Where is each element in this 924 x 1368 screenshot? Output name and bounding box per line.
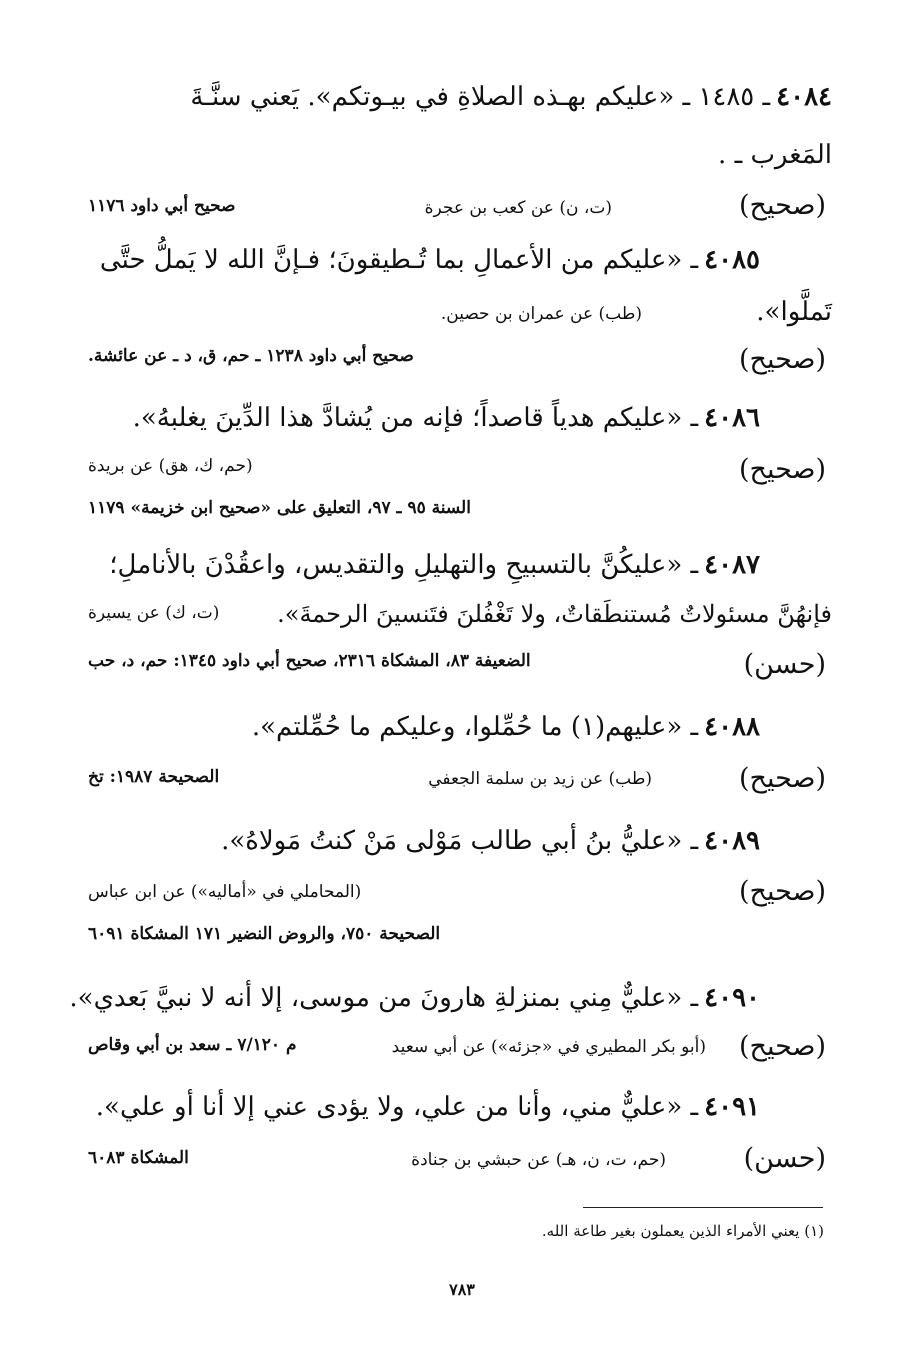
hadith-text: ـ «عليهم(١) ما حُمِّلوا، وعليكم ما حُمِّلتم». <box>251 712 699 742</box>
hadith-line <box>0 826 924 856</box>
source-citation: (طب) عن عمران بن حصين. <box>440 304 642 324</box>
reference: الصحيحة ١٩٨٧: تخ <box>88 767 220 787</box>
hadith-text: ـ «عليكُنَّ بالتسبيحِ والتهليلِ والتقديس، واعقُدْنَ بالأناملِ؛ <box>109 550 699 580</box>
hadith-line <box>0 403 924 433</box>
source-citation: (طب) عن زيد بن سلمة الجعفي <box>428 769 652 789</box>
source-citation: (أبو بكر المطيري في «جزئه») عن أبي سعيد <box>391 1037 706 1057</box>
hadith-number: ٤٠٩١ <box>704 1092 760 1122</box>
grade-label: (حسن) <box>743 649 826 680</box>
hadith-text: ـ «عليٌّ مني، وأنا من علي، ولا يؤدى عني إلا أنا أو علي». <box>95 1092 699 1122</box>
grade-label: (صحيح) <box>739 876 826 907</box>
hadith-text: ـ «عليُّ بنُ أبي طالب مَوْلى مَنْ كنتُ مَولاهُ». <box>221 826 699 856</box>
reference: السنة ٩٥ ـ ٩٧، التعليق على «صحيح ابن خزيمة» ١١٧٩ <box>88 498 471 518</box>
grade-label: (حسن) <box>743 1143 826 1174</box>
reference: صحيح أبي داود ١٢٣٨ ـ حم، ق، د ـ عن عائشة. <box>88 346 414 366</box>
hadith-number: ٤٠٨٧ <box>704 550 760 580</box>
hadith-line <box>0 712 924 742</box>
hadith-line-continued: فإنهُنَّ مسئولاتٌ مُستنطَقاتٌ، ولا تَغْفُلنَ فتَنسينَ الرحمةَ». <box>277 600 832 628</box>
page-number: ٧٨٣ <box>449 1280 475 1299</box>
reference: م ٧/١٢٠ ـ سعد بن أبي وقاص <box>88 1035 297 1055</box>
source-citation: (حم، ك، هق) عن بريدة <box>88 456 253 476</box>
reference: صحيح أبي داود ١١٧٦ <box>88 196 236 216</box>
reference: الصحيحة ٧٥٠، والروض النضير ١٧١ المشكاة ٦٠٩١ <box>88 924 441 944</box>
grade-label: (صحيح) <box>739 763 826 794</box>
hadith-text: ـ «عليٌّ مِني بمنزلةِ هارونَ من موسى، إلا أنه لا نبيَّ بَعدي». <box>69 983 699 1013</box>
hadith-text: ـ ١٤٨٥ ـ «عليكم بهـذه الصلاةِ في بيـوتكم». يَعني سنَّـةَ <box>190 82 771 112</box>
hadith-number: ٤٠٨٥ <box>704 245 760 275</box>
hadith-text: ـ «عليكم هدياً قاصداً؛ فإنه من يُشادَّ هذا الدِّينَ يغلبهُ». <box>132 403 699 433</box>
hadith-line <box>0 983 924 1013</box>
grade-label: (صحيح) <box>739 190 826 221</box>
hadith-number: ٤٠٨٩ <box>704 826 760 856</box>
grade-label: (صحيح) <box>739 344 826 375</box>
source-citation: (المحاملي في «أماليه») عن ابن عباس <box>88 882 362 902</box>
hadith-line <box>0 1092 924 1122</box>
grade-label: (صحيح) <box>739 454 826 485</box>
hadith-line <box>0 550 924 580</box>
hadith-text: ـ «عليكم من الأعمالِ بما تُـطيقونَ؛ فـإنَّ الله لا يَملُّ حتَّى <box>99 245 699 275</box>
hadith-number: ٤٠٩٠ <box>704 983 760 1013</box>
hadith-line <box>0 82 924 112</box>
grade-label: (صحيح) <box>739 1031 826 1062</box>
source-citation: (ت، ن) عن كعب بن عجرة <box>424 198 612 218</box>
footnote: (١) يعني الأمراء الذين يعملون بغير طاعة الله. <box>541 1222 824 1240</box>
hadith-number: ٤٠٨٦ <box>704 403 760 433</box>
footnote-divider <box>583 1207 823 1208</box>
hadith-line-continued: تَملَّوا». <box>756 297 832 327</box>
hadith-line <box>0 245 924 275</box>
hadith-number: ٤٠٨٨ <box>704 712 760 742</box>
hadith-number: ٤٠٨٤ <box>776 82 832 112</box>
source-citation: (حم، ت، ن، هـ) عن حبشي بن جنادة <box>411 1150 666 1170</box>
reference: المشكاة ٦٠٨٣ <box>88 1148 189 1168</box>
hadith-line-continued: المَغرب ـ . <box>718 140 832 170</box>
reference: الضعيفة ٨٣، المشكاة ٢٣١٦، صحيح أبي داود ١٣٤٥: حم، د، حب <box>88 651 531 671</box>
source-citation: (ت، ك) عن يسيرة <box>88 603 220 623</box>
